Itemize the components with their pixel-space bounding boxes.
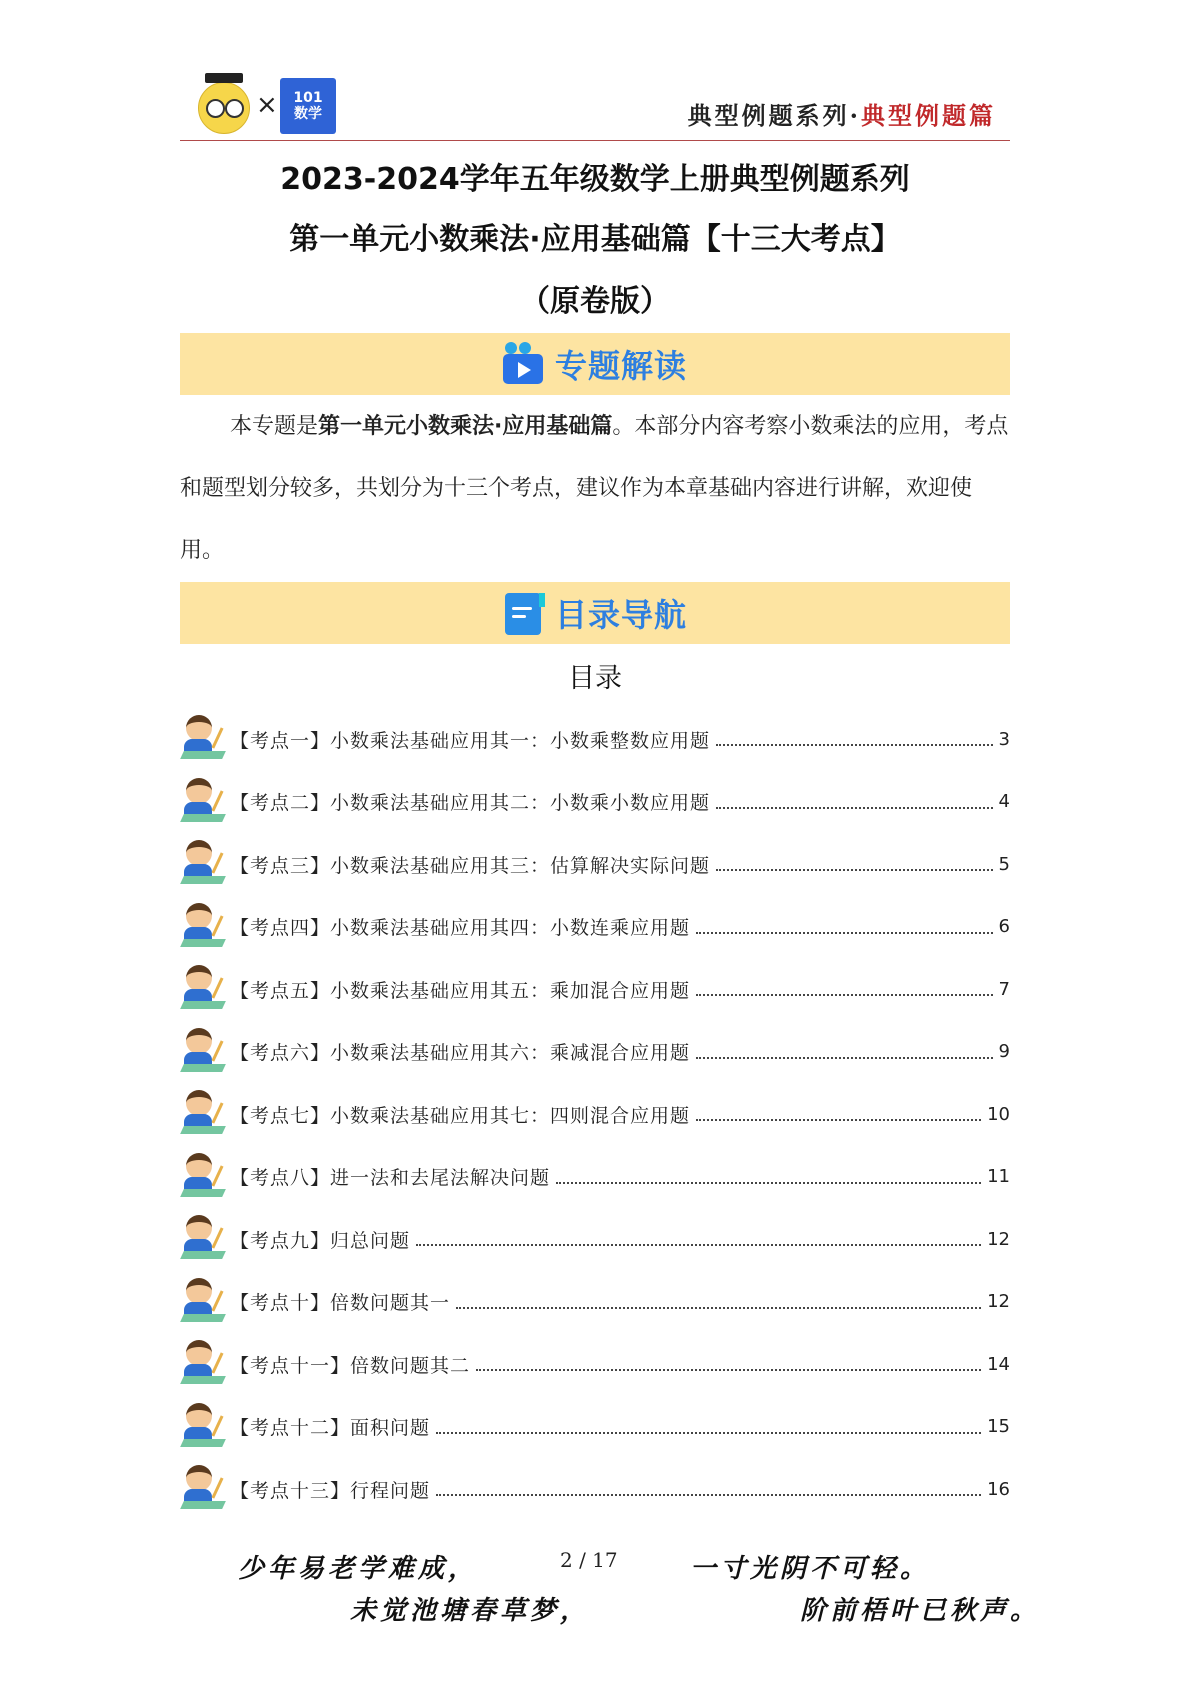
intro-paragraph <box>180 396 1010 582</box>
student-reading-icon <box>180 838 228 890</box>
toc-item-label[interactable]: 【考点十二】面积问题 <box>230 1417 431 1440</box>
header-series-title <box>688 96 996 131</box>
intro-rest: 。本部分内容考察小数乘法的应用，考点和题型划分较多，共划分为十三个考点，建议作为本章基础内容进行讲解，欢迎使用。 <box>180 414 1009 563</box>
student-reading-icon <box>180 1401 228 1453</box>
toc-item[interactable] <box>180 1021 1010 1084</box>
toc-dot-leader <box>416 1244 981 1246</box>
toc-dot-leader <box>436 1432 981 1434</box>
toc-item[interactable] <box>180 1208 1010 1271</box>
student-reading-icon <box>180 1276 228 1328</box>
toc-item-page[interactable]: 15 <box>987 1416 1010 1438</box>
intro-prefix: 本专题是 <box>230 414 319 439</box>
toc-item-label[interactable]: 【考点四】小数乘法基础应用其四：小数连乘应用题 <box>230 917 691 940</box>
toc-item-label[interactable]: 【考点八】进一法和去尾法解决问题 <box>230 1167 551 1190</box>
toc-item[interactable] <box>180 1333 1010 1396</box>
toc-item-page[interactable]: 16 <box>987 1478 1010 1500</box>
toc-item[interactable] <box>180 771 1010 834</box>
book-icon <box>503 591 547 635</box>
student-reading-icon <box>180 1338 228 1390</box>
toc-item[interactable] <box>180 1146 1010 1209</box>
toc-item-page[interactable]: 9 <box>998 1041 1010 1063</box>
section-band-topic <box>180 333 1010 395</box>
page-header <box>180 78 1010 141</box>
toc-item[interactable] <box>180 1458 1010 1521</box>
toc-dot-leader <box>556 1182 981 1184</box>
document-title-line3: （原卷版） <box>520 284 670 319</box>
toc-item-label[interactable]: 【考点十三】行程问题 <box>230 1479 431 1502</box>
section-band-toc <box>180 582 1010 644</box>
toc-item[interactable] <box>180 1083 1010 1146</box>
toc-item-label[interactable]: 【考点九】归总问题 <box>230 1229 411 1252</box>
student-reading-icon <box>180 713 228 765</box>
student-reading-icon <box>180 776 228 828</box>
toc-dot-leader <box>696 994 993 996</box>
footer-poem-line2: 一寸光阴不可轻。 <box>690 1554 931 1584</box>
toc-item-label[interactable]: 【考点一】小数乘法基础应用其一：小数乘整数应用题 <box>230 729 711 752</box>
toc-dot-leader <box>696 932 993 934</box>
student-reading-icon <box>180 1088 228 1140</box>
toc-item-label[interactable]: 【考点三】小数乘法基础应用其三：估算解决实际问题 <box>230 854 711 877</box>
toc-dot-leader <box>696 1057 993 1059</box>
student-reading-icon <box>180 963 228 1015</box>
logo-101-bottom: 数学 <box>294 106 322 122</box>
footer-poem-line1: 少年易老学难成， <box>238 1554 479 1584</box>
toc-item-page[interactable]: 12 <box>987 1291 1010 1313</box>
toc-item-page[interactable]: 11 <box>987 1166 1010 1188</box>
logo-times-sign: × <box>256 90 278 120</box>
student-reading-icon <box>180 1026 228 1078</box>
logo-101-top: 101 <box>293 90 323 106</box>
toc-item-label[interactable]: 【考点六】小数乘法基础应用其六：乘减混合应用题 <box>230 1042 691 1065</box>
toc-item-label[interactable]: 【考点五】小数乘法基础应用其五：乘加混合应用题 <box>230 979 691 1002</box>
section-label-topic: 专题解读 <box>554 347 687 385</box>
toc-item-page[interactable]: 5 <box>998 853 1010 875</box>
video-play-icon <box>503 342 547 386</box>
toc-item[interactable] <box>180 1271 1010 1334</box>
document-title-line1: 2023-2024学年五年级数学上册典型例题系列 <box>280 162 910 197</box>
header-series-a: 典型例题系列· <box>687 101 861 130</box>
student-reading-icon <box>180 1213 228 1265</box>
toc-item-page[interactable]: 10 <box>987 1103 1010 1125</box>
intro-bold: 第一单元小数乘法·应用基础篇 <box>318 414 613 439</box>
toc-dot-leader <box>456 1307 981 1309</box>
toc-dot-leader <box>476 1369 981 1371</box>
toc-item-label[interactable]: 【考点十】倍数问题其一 <box>230 1292 451 1315</box>
document-title-line2: 第一单元小数乘法·应用基础篇【十三大考点】 <box>289 222 901 257</box>
student-reading-icon <box>180 901 228 953</box>
footer-poem-line4: 阶前梧叶已秋声。 <box>800 1596 1041 1626</box>
toc-item-page[interactable]: 7 <box>998 978 1010 1000</box>
toc-item-page[interactable]: 4 <box>998 791 1010 813</box>
toc-dot-leader <box>716 744 993 746</box>
toc-item-page[interactable]: 6 <box>998 916 1010 938</box>
toc-item[interactable] <box>180 1396 1010 1459</box>
toc-item[interactable] <box>180 708 1010 771</box>
header-series-b: 典型例题篇 <box>861 101 996 130</box>
toc-item-page[interactable]: 14 <box>987 1353 1010 1375</box>
student-reading-icon <box>180 1151 228 1203</box>
toc-dot-leader <box>716 807 993 809</box>
toc-dot-leader <box>696 1119 981 1121</box>
toc-item[interactable] <box>180 958 1010 1021</box>
footer-poem-line3: 未觉池塘春草梦， <box>350 1596 591 1626</box>
toc-item-label[interactable]: 【考点七】小数乘法基础应用其七：四则混合应用题 <box>230 1104 691 1127</box>
page-indicator: 2 / 17 <box>560 1548 618 1572</box>
toc-list <box>180 708 1010 1521</box>
math-101-logo-icon <box>280 78 336 134</box>
toc-item[interactable] <box>180 896 1010 959</box>
student-reading-icon <box>180 1463 228 1515</box>
toc-item-page[interactable]: 3 <box>998 728 1010 750</box>
toc-item-label[interactable]: 【考点二】小数乘法基础应用其二：小数乘小数应用题 <box>230 792 711 815</box>
toc-item-page[interactable]: 12 <box>987 1228 1010 1250</box>
section-label-toc: 目录导航 <box>554 596 687 634</box>
toc-dot-leader <box>716 869 993 871</box>
toc-dot-leader <box>436 1494 981 1496</box>
toc-item[interactable] <box>180 833 1010 896</box>
owl-logo-icon <box>198 82 250 134</box>
toc-item-label[interactable]: 【考点十一】倍数问题其二 <box>230 1354 471 1377</box>
toc-title: 目录 <box>568 663 622 694</box>
